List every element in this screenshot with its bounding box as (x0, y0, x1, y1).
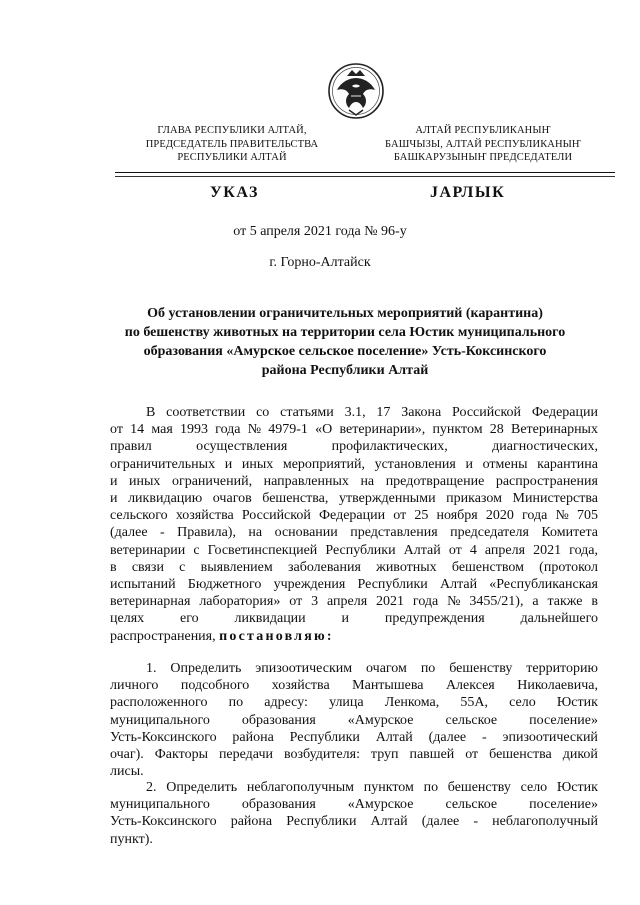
word: 2021 (376, 594, 405, 610)
word: статьями (280, 405, 334, 420)
word: эпизоотический (502, 729, 598, 745)
word: и (224, 456, 233, 472)
word: по (423, 780, 439, 795)
word: пунктом (432, 422, 483, 438)
word: района (232, 729, 274, 745)
header-right-line: АЛТАЙ РЕСПУБЛИКАНЫҤ (415, 125, 551, 136)
word: от (465, 747, 479, 763)
word: очаг). (110, 747, 144, 763)
body-line (110, 507, 598, 524)
word: личного (110, 678, 159, 694)
title-line: образования «Амурское сельское поселение» Усть-Коксинского (143, 344, 547, 359)
word: распространения (495, 473, 598, 489)
word: очагом (366, 661, 407, 676)
word: отмены (482, 456, 528, 472)
word: территорию (526, 661, 598, 676)
word: поселение» (529, 797, 598, 813)
word: мероприятий, (282, 456, 365, 472)
word: карантина (537, 456, 598, 472)
word: Госветинспекцией (207, 542, 318, 558)
body-line (110, 542, 598, 559)
word: предотвращение (385, 473, 485, 489)
word: ветеринарии (110, 542, 186, 558)
word: Усть-Коксинского (110, 729, 217, 745)
word: эпизоотическим (255, 661, 353, 676)
word: 55А, (460, 695, 488, 711)
word: - (481, 729, 487, 745)
word: подсобного (180, 678, 250, 694)
word: утвержденными (338, 491, 436, 507)
word: Российской (241, 508, 311, 524)
header-left-line: ПРЕДСЕДАТЕЛЬ ПРАВИТЕЛЬСТВА (145, 138, 319, 150)
word: ноября (436, 508, 478, 524)
word: 14 (130, 422, 145, 438)
word: предупреждения (384, 611, 485, 627)
body-line (110, 779, 598, 796)
word: село (520, 780, 548, 795)
word: (далее (421, 814, 460, 830)
word: ветеринарная (110, 594, 191, 610)
word: учреждения (273, 577, 346, 593)
word: павшей (409, 747, 455, 763)
word: Юстик (556, 780, 598, 795)
word: и (341, 611, 350, 627)
word: Определить (166, 780, 238, 795)
word: соответствии (166, 405, 246, 420)
header-right-line: БАШЧЫЗЫ, АЛТАЙ РЕСПУБЛИКАНЫҤ (385, 138, 581, 150)
word: 28 (489, 422, 504, 438)
word: ликвидацию (128, 491, 203, 507)
body-line (110, 576, 598, 593)
word: образования (241, 712, 316, 728)
word: Алтай (403, 542, 441, 558)
word: осуществления (196, 439, 288, 455)
word: сельское (445, 712, 498, 728)
body-line (110, 677, 598, 694)
word: Федерации (531, 405, 598, 420)
word: по (420, 661, 436, 676)
word: 25 (414, 508, 429, 524)
word: и (465, 456, 473, 472)
word: поселение» (529, 712, 598, 728)
word: направленных (263, 473, 349, 489)
word: района (230, 814, 273, 830)
word: (далее (110, 525, 148, 541)
word: мая (151, 422, 173, 438)
word: Усть-Коксинского (110, 814, 217, 830)
word: иных (241, 456, 274, 472)
word: 705 (576, 508, 598, 524)
word: бешенства (489, 747, 552, 763)
word: Определить (170, 661, 242, 676)
word: муниципального (110, 712, 210, 728)
word: возбудителя: (283, 747, 360, 763)
word: адресу: (264, 695, 308, 711)
title-line: района Республики Алтай (261, 363, 429, 378)
word: «Амурское (347, 797, 414, 813)
header-left-line: ГЛАВА РЕСПУБЛИКИ АЛТАЙ, (157, 125, 307, 136)
body-line (110, 610, 598, 627)
word: Республики (286, 814, 357, 830)
clause-1 (110, 660, 598, 780)
word: Алтай (439, 577, 478, 593)
word: от (448, 542, 462, 558)
word: бешенству (449, 661, 513, 676)
word: со (256, 405, 270, 420)
header-left-block (121, 124, 343, 165)
word: Алтай (375, 729, 413, 745)
word: Алексея (445, 678, 495, 694)
word: Бюджетного (187, 577, 262, 593)
doc-type-russian: УКАЗ (210, 184, 259, 201)
document-city: г. Горно-Алтайск (269, 255, 371, 270)
word: представления (350, 525, 438, 541)
word: лаборатория» (199, 594, 281, 610)
word: бешенству (447, 780, 511, 795)
word: бешенства, (262, 491, 329, 507)
header-divider (115, 172, 615, 173)
body-line (110, 559, 598, 576)
word: Республики (289, 729, 360, 745)
word: бешенством (451, 559, 524, 575)
word: Ленкома, (384, 695, 440, 711)
word: Российской (452, 405, 522, 420)
body-line (110, 490, 598, 507)
word: по (228, 695, 244, 711)
coat-of-arms-icon (327, 60, 385, 122)
word: года (215, 422, 241, 438)
word: года (412, 594, 439, 610)
word: «Амурское (347, 712, 414, 728)
body-line (110, 473, 598, 490)
header-left-line: РЕСПУБЛИКИ АЛТАЙ (177, 152, 287, 163)
word: иных (129, 473, 161, 489)
word: «Республиканская (489, 577, 598, 593)
word: неблагополучным (246, 780, 355, 795)
word: на (360, 473, 375, 489)
word: Алтай (370, 814, 408, 830)
word: Ветеринарных (510, 422, 598, 438)
word: ликвидации (234, 611, 306, 627)
word: № (447, 594, 461, 610)
word: улица (329, 695, 364, 711)
word: председателя (450, 525, 529, 541)
word: Факторы (154, 747, 208, 763)
word: и (110, 491, 118, 507)
word: (протокол (539, 559, 598, 575)
body-line (110, 524, 598, 541)
word: пунктом (363, 780, 414, 795)
word: на (248, 525, 263, 541)
word: ветеринарии», (339, 422, 426, 438)
word: очагов (212, 491, 252, 507)
word: 1. (146, 661, 157, 676)
word: Федерации (319, 508, 386, 524)
header-right-block (360, 124, 606, 165)
word: 17 (376, 405, 391, 420)
word: 2021 (533, 542, 562, 558)
body-line (110, 404, 598, 421)
word: дальнейшего (520, 611, 598, 627)
word: Закона (401, 405, 442, 420)
body-line-last (110, 628, 598, 645)
body-line (110, 729, 598, 746)
document-date-number: от 5 апреля 2021 года № 96-у (233, 224, 407, 239)
word: село (509, 695, 536, 711)
document-title (90, 304, 600, 380)
word: от (110, 422, 123, 438)
word: от (289, 594, 303, 610)
word: а (532, 594, 539, 610)
clause-2 (110, 779, 598, 848)
word: апреля (326, 594, 368, 610)
word: 4979-1 (268, 422, 308, 438)
word: и (110, 473, 118, 489)
word: также (547, 594, 583, 610)
body-line (110, 438, 598, 455)
word: № (555, 508, 569, 524)
word: Николаевича, (517, 678, 598, 694)
word: Министерства (512, 491, 598, 507)
body-line (110, 796, 598, 813)
word: Республики (325, 542, 396, 558)
word: Юстик (556, 695, 598, 711)
body-line (110, 694, 598, 711)
word: с (179, 559, 186, 575)
body-line (110, 712, 598, 729)
word: животных (376, 559, 437, 575)
decree-keyword: постановляю: (219, 628, 334, 644)
body-line-last: лисы. (110, 764, 144, 780)
word: хозяйства (175, 508, 234, 524)
word: установления (374, 456, 456, 472)
word: ограничений, (171, 473, 253, 489)
word: профилактических, (331, 439, 448, 455)
word: его (180, 611, 199, 627)
word: 2. (146, 780, 157, 795)
word: сельского (110, 508, 168, 524)
word: - (160, 525, 165, 541)
word: заболевания (287, 559, 361, 575)
body-line (110, 421, 598, 438)
word: муниципального (110, 797, 210, 813)
word: В (146, 405, 156, 420)
word: 3455/21), (469, 594, 524, 610)
word: хозяйства (271, 678, 330, 694)
doc-type-altai: JАРЛЫК (430, 184, 506, 201)
body-line (110, 746, 598, 763)
body-line (110, 813, 598, 830)
word: сельское (445, 797, 498, 813)
title-line: по бешенству животных на территории села Юстик муниципального (124, 325, 566, 340)
word: апреля (484, 542, 526, 558)
word: неблагополучный (492, 814, 598, 830)
word: целях (110, 611, 145, 627)
word: № (247, 422, 262, 438)
body-text: распространения, (110, 628, 216, 644)
word: образования (241, 797, 316, 813)
word: от (393, 508, 407, 524)
word: - (473, 814, 479, 830)
header-right-line: БАШКАРУЗЫНЫҤ ПРЕДСЕДАТЕЛИ (393, 152, 573, 163)
word: основании (274, 525, 338, 541)
word: правил (110, 439, 152, 455)
word: 3.1, (344, 405, 366, 420)
word: Республики (357, 577, 428, 593)
word: 4 (469, 542, 477, 558)
word: года (522, 508, 548, 524)
word: испытаний (110, 577, 176, 593)
word: диагностических, (492, 439, 598, 455)
word: приказом (446, 491, 502, 507)
title-line: Об установлении ограничительных мероприятий (карантина) (147, 306, 543, 321)
preamble-paragraph (110, 404, 598, 645)
word: 1993 (179, 422, 208, 438)
word: выявлением (200, 559, 273, 575)
word: с (193, 542, 200, 558)
word: дикой (562, 747, 598, 763)
word: труп (370, 747, 399, 763)
word: (далее (428, 729, 467, 745)
word: расположенного (110, 695, 208, 711)
word: ограничительных (110, 456, 216, 472)
word: связи (131, 559, 164, 575)
word: Правила), (177, 525, 236, 541)
word: Комитета (541, 525, 598, 541)
word: года, (569, 542, 598, 558)
word: Мантышева (352, 678, 424, 694)
body-line (110, 593, 598, 610)
word: 3 (311, 594, 319, 610)
word: передачи (218, 747, 273, 763)
header-divider-thin (115, 176, 615, 177)
body-line-last: пункт). (110, 831, 153, 847)
word: «О (315, 422, 333, 438)
body-line (110, 456, 598, 473)
word: 2020 (485, 508, 514, 524)
body-line (110, 660, 598, 677)
word: в (110, 559, 117, 575)
word: в (591, 594, 598, 610)
